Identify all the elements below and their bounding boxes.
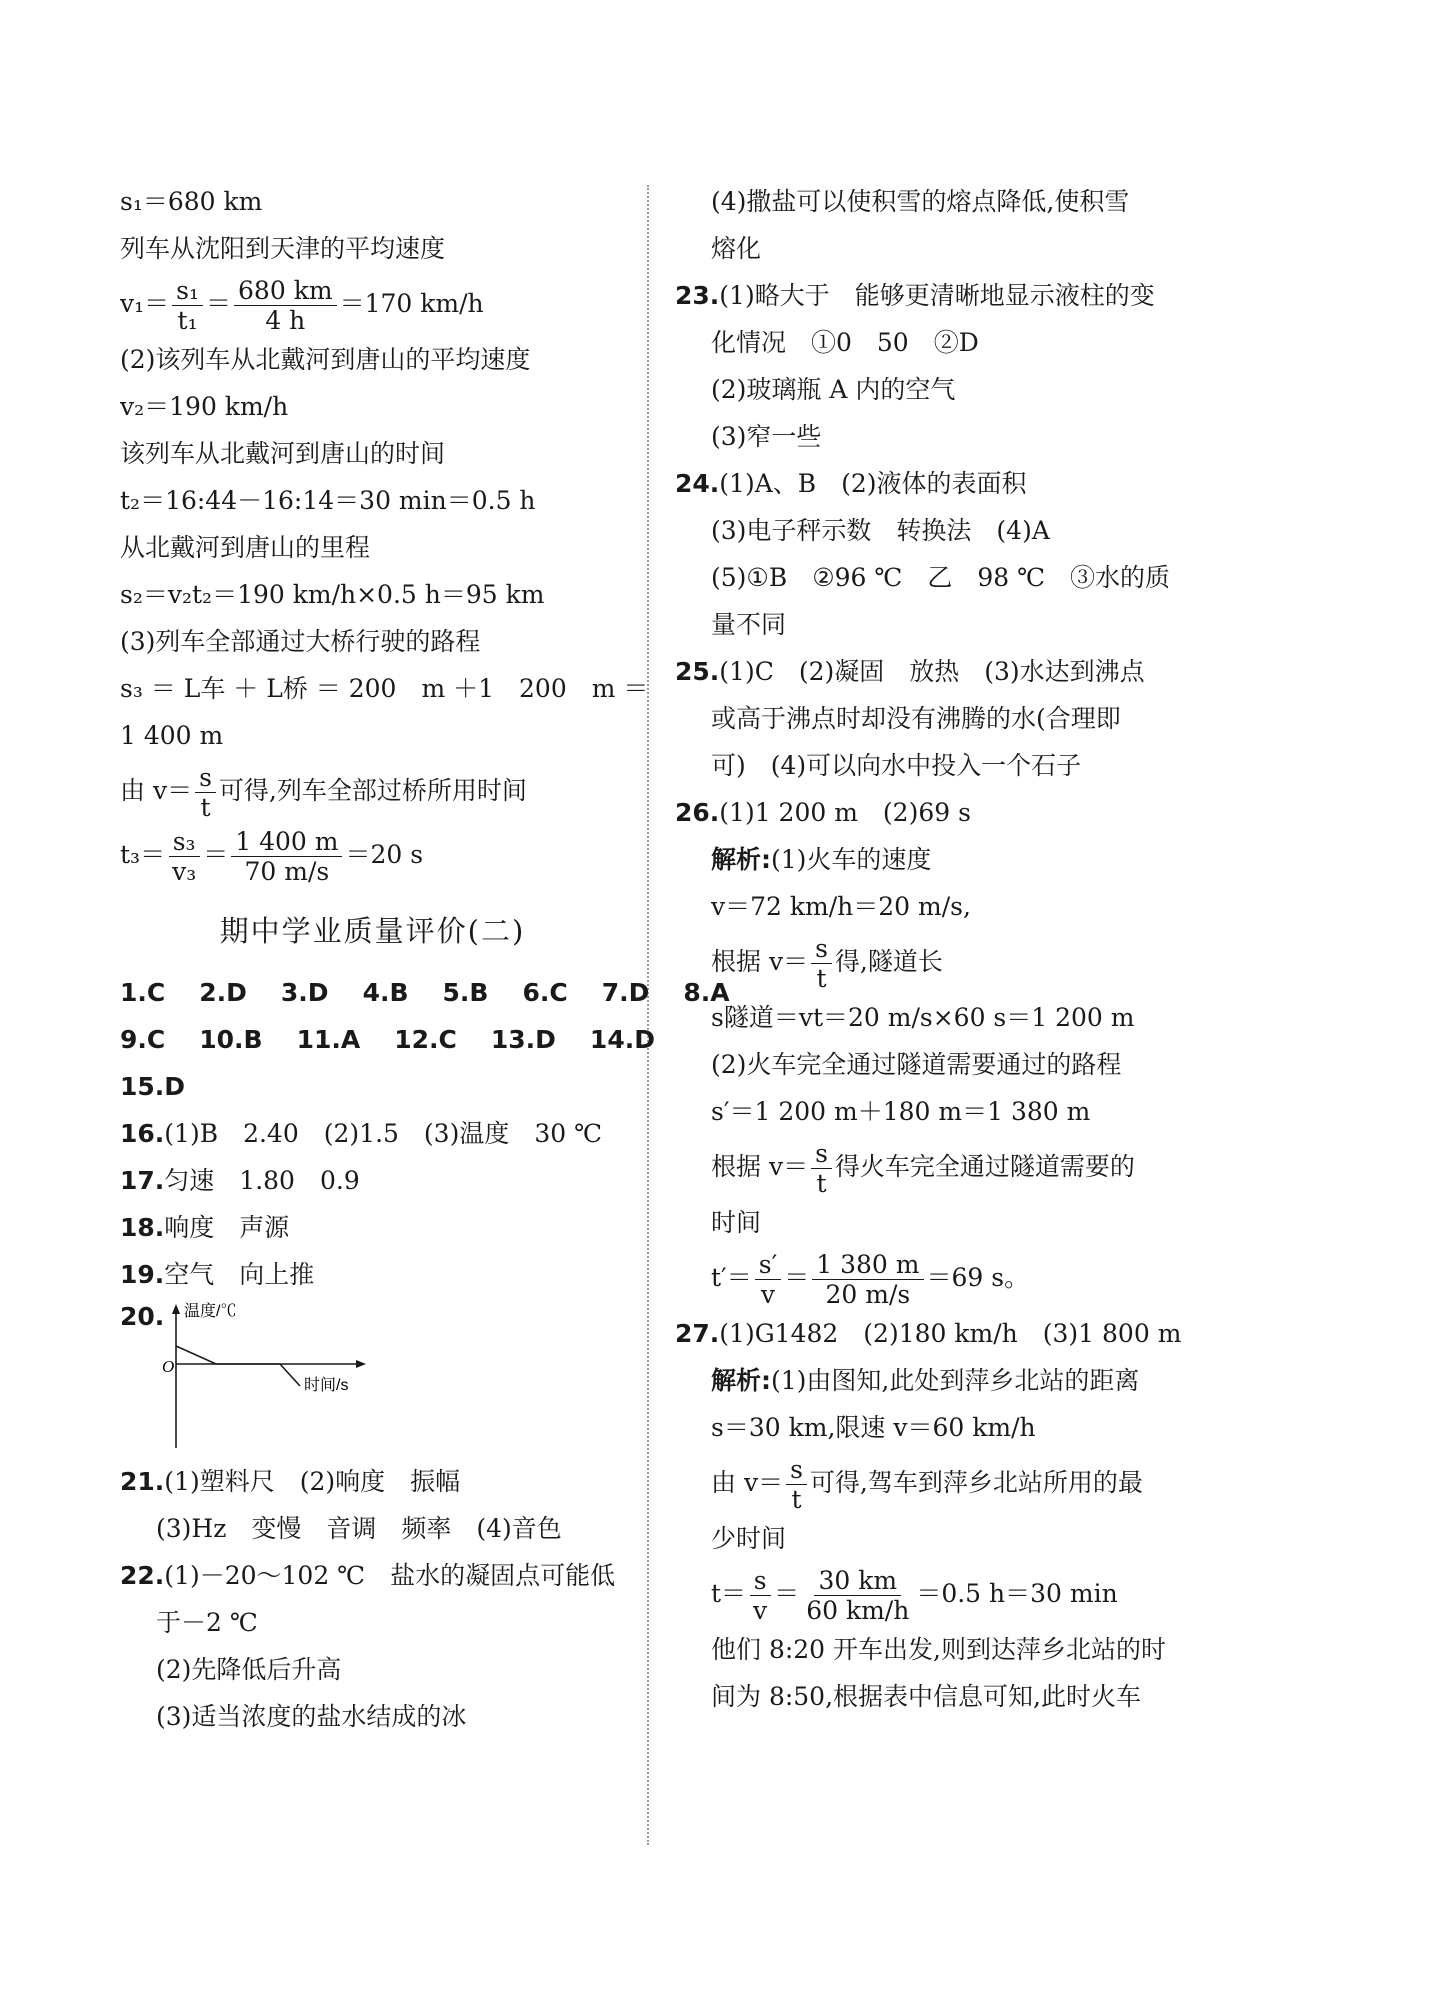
- mc-answer: 9.C: [120, 1025, 166, 1054]
- formula-line: 根据 v＝ $\frac{s}{t}$ 得,隧道长: [711, 933, 943, 993]
- text-line: 间为 8:50,根据表中信息可知,此时火车: [711, 1682, 1141, 1711]
- mc-answer: 2.D: [199, 978, 247, 1007]
- text-line: s₁＝680 km: [120, 187, 263, 216]
- answer-24: 24.(1)A、B (2)液体的表面积: [675, 469, 1027, 498]
- text-line: 1 400 m: [120, 721, 224, 750]
- formula-line: 根据 v＝ $\frac{s}{t}$ 得火车完全通过隧道需要的: [711, 1138, 1135, 1198]
- graph-ylabel: 温度/℃: [184, 1303, 237, 1320]
- text-line: (3)电子秤示数 转换法 (4)A: [711, 516, 1050, 545]
- text-line: (2)玻璃瓶 A 内的空气: [711, 375, 956, 404]
- mc-answer: 7.D: [601, 978, 650, 1007]
- analysis-line: 解析:(1)由图知,此处到萍乡北站的距离: [711, 1366, 1140, 1395]
- right-column: [675, 178, 1235, 1720]
- text-line: (3)Hz 变慢 音调 频率 (4)音色: [156, 1514, 562, 1543]
- formula-line: 由 v＝ $\frac{s}{t}$ 可得,驾车到萍乡北站所用的最: [711, 1454, 1143, 1514]
- text-line: (2)该列车从北戴河到唐山的平均速度: [120, 345, 531, 374]
- text-line: 该列车从北戴河到唐山的时间: [120, 439, 446, 468]
- mc-answer: 12.C: [394, 1025, 457, 1054]
- graph-origin: O: [162, 1357, 175, 1376]
- answer-21: 21.(1)塑料尺 (2)响度 振幅: [120, 1467, 461, 1496]
- mc-answer: 1.C: [120, 978, 166, 1007]
- text-line: t₂＝16:44－16:14＝30 min＝0.5 h: [120, 486, 536, 515]
- analysis-line: 解析:(1)火车的速度: [711, 845, 932, 874]
- text-line: v＝72 km/h＝20 m/s,: [711, 892, 971, 921]
- text-line: (5)①B ②96 ℃ 乙 98 ℃ ③水的质: [711, 563, 1171, 592]
- text-line: 列车从沈阳到天津的平均速度: [120, 234, 446, 263]
- left-column: [120, 178, 730, 1740]
- mc-answer: 6.C: [522, 978, 568, 1007]
- answer-27: 27.(1)G1482 (2)180 km/h (3)1 800 m: [675, 1319, 1182, 1348]
- answer-18: 18.响度 声源: [120, 1213, 290, 1242]
- mc-answers-row: [120, 1063, 625, 1110]
- answer-16: 16.(1)B 2.40 (2)1.5 (3)温度 30 ℃: [120, 1119, 603, 1148]
- mc-answer: 13.D: [490, 1025, 556, 1054]
- text-line: (2)火车完全通过隧道需要通过的路程: [711, 1050, 1122, 1079]
- text-line: (3)适当浓度的盐水结成的冰: [156, 1702, 467, 1731]
- mc-answer: 15.D: [120, 1072, 186, 1101]
- text-line: 少时间: [711, 1524, 787, 1553]
- x-axis-arrow: [356, 1360, 366, 1368]
- text-line: 熔化: [711, 234, 762, 263]
- section-title: 期中学业质量评价(二): [219, 914, 526, 948]
- cooling-curve: [176, 1346, 300, 1386]
- text-line: (3)列车全部通过大桥行驶的路程: [120, 627, 481, 656]
- answer-22: 22.(1)－20～102 ℃ 盐水的凝固点可能低: [120, 1561, 616, 1590]
- answer-17: 17.匀速 1.80 0.9: [120, 1166, 360, 1195]
- graph-xlabel: 时间/s: [304, 1377, 349, 1394]
- answer-26: 26.(1)1 200 m (2)69 s: [675, 798, 971, 827]
- formula-line: t′＝ $\frac{s'}{v}$ ＝ $\frac{1 380 m}{20 m/s}$ ＝69 s。: [711, 1249, 1030, 1309]
- text-line: 于－2 ℃: [156, 1608, 258, 1637]
- text-line: 或高于沸点时却没有沸腾的水(合理即: [711, 704, 1121, 733]
- mc-answer: 11.A: [296, 1025, 361, 1054]
- formula-line: t＝ $\frac{s}{v}$ ＝ $\frac{30 km}{60 km/h}$ ＝0.5 h＝30 min: [711, 1565, 1118, 1625]
- mc-answer: 3.D: [280, 978, 329, 1007]
- text-line: 化情况 ①0 50 ②D: [711, 328, 979, 357]
- text-line: 量不同: [711, 610, 787, 639]
- text-line: s₃ ＝ L车 ＋ L桥 ＝ 200 m ＋1 200 m ＝: [120, 674, 649, 703]
- y-axis-arrow: [172, 1304, 180, 1314]
- mc-answer: 10.B: [199, 1025, 263, 1054]
- formula-line: t₃＝ $\frac{\text{s₃}}{\text{v₃}}$ ＝ $\frac{1 400 m}{70 m/s}$ ＝20 s: [120, 826, 424, 886]
- answer-19: 19.空气 向上推: [120, 1260, 315, 1289]
- mc-answer: 4.B: [362, 978, 409, 1007]
- answer-23: 23.(1)略大于 能够更清晰地显示液柱的变: [675, 281, 1155, 310]
- analysis-label: 解析:: [711, 1366, 771, 1395]
- mc-answers-row: [120, 1016, 655, 1063]
- formula-line: 由 v＝ $\frac{s}{t}$ 可得,列车全部过桥所用时间: [120, 762, 527, 822]
- text-line: s隧道＝vt＝20 m/s×60 s＝1 200 m: [711, 1003, 1135, 1032]
- answer-20: 20. 温度/℃ O 时间/s: [120, 1298, 625, 1458]
- text-line: 他们 8:20 开车出发,则到达萍乡北站的时: [711, 1635, 1166, 1664]
- answer-25: 25.(1)C (2)凝固 放热 (3)水达到沸点: [675, 657, 1145, 686]
- text-line: s′＝1 200 m＋180 m＝1 380 m: [711, 1097, 1091, 1126]
- text-line: (3)窄一些: [711, 422, 822, 451]
- text-line: 可) (4)可以向水中投入一个石子: [711, 751, 1082, 780]
- mc-answer: 14.D: [589, 1025, 655, 1054]
- text-line: s₂＝v₂t₂＝190 km/h×0.5 h＝95 km: [120, 580, 545, 609]
- mc-answer: 8.A: [683, 978, 730, 1007]
- temperature-time-graph: [160, 1298, 400, 1458]
- text-line: (4)撒盐可以使积雪的熔点降低,使积雪: [711, 187, 1130, 216]
- text-line: 从北戴河到唐山的里程: [120, 533, 371, 562]
- text-line: v₂＝190 km/h: [120, 392, 289, 421]
- mc-answers-row: [120, 969, 730, 1016]
- mc-answer: 5.B: [442, 978, 489, 1007]
- text-line: 时间: [711, 1208, 762, 1237]
- formula-line: v₁＝ $\frac{\text{s₁}}{\text{t₁}}$ ＝ $\frac{680 km}{4 h}$ ＝170 km/h: [120, 275, 484, 335]
- text-line: (2)先降低后升高: [156, 1655, 342, 1684]
- analysis-label: 解析:: [711, 845, 771, 874]
- text-line: s＝30 km,限速 v＝60 km/h: [711, 1413, 1036, 1442]
